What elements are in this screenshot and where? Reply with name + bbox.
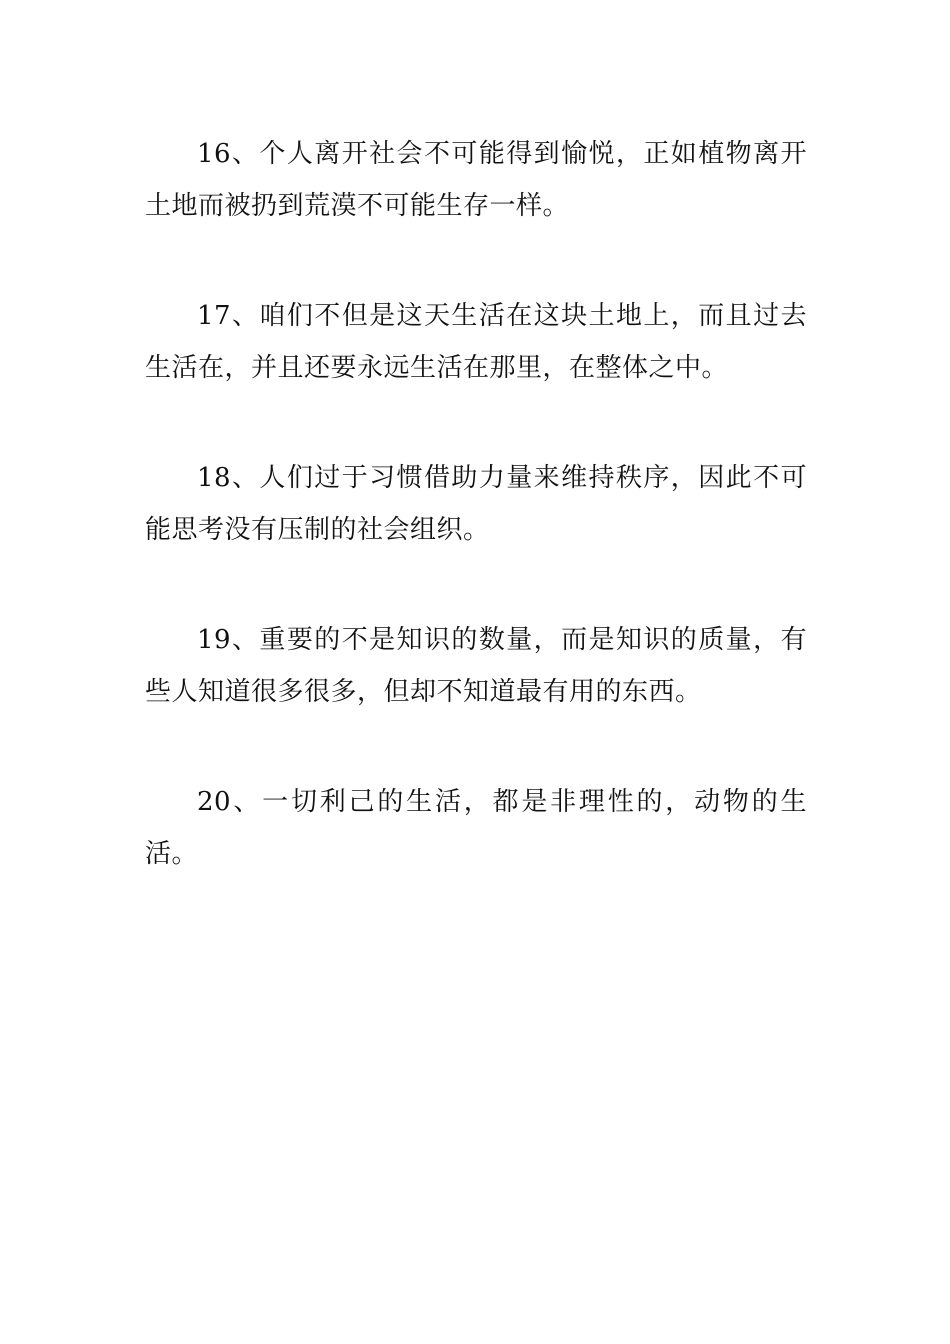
quote-paragraph-17: 17、咱们不但是这天生活在这块土地上，而且过去生活在，并且还要永远生活在那里，在整体之中。: [145, 301, 807, 383]
quote-paragraph-19: 19、重要的不是知识的数量，而是知识的质量，有些人知道很多很多，但却不知道最有用的东西。: [145, 625, 807, 707]
quote-paragraph-20: 20、一切利己的生活，都是非理性的，动物的生活。: [145, 787, 807, 869]
document-body: [145, 128, 807, 938]
quote-paragraph-18: 18、人们过于习惯借助力量来维持秩序，因此不可能思考没有压制的社会组织。: [145, 463, 807, 545]
quote-paragraph-16: 16、个人离开社会不可能得到愉悦，正如植物离开土地而被扔到荒漠不可能生存一样。: [145, 139, 807, 221]
